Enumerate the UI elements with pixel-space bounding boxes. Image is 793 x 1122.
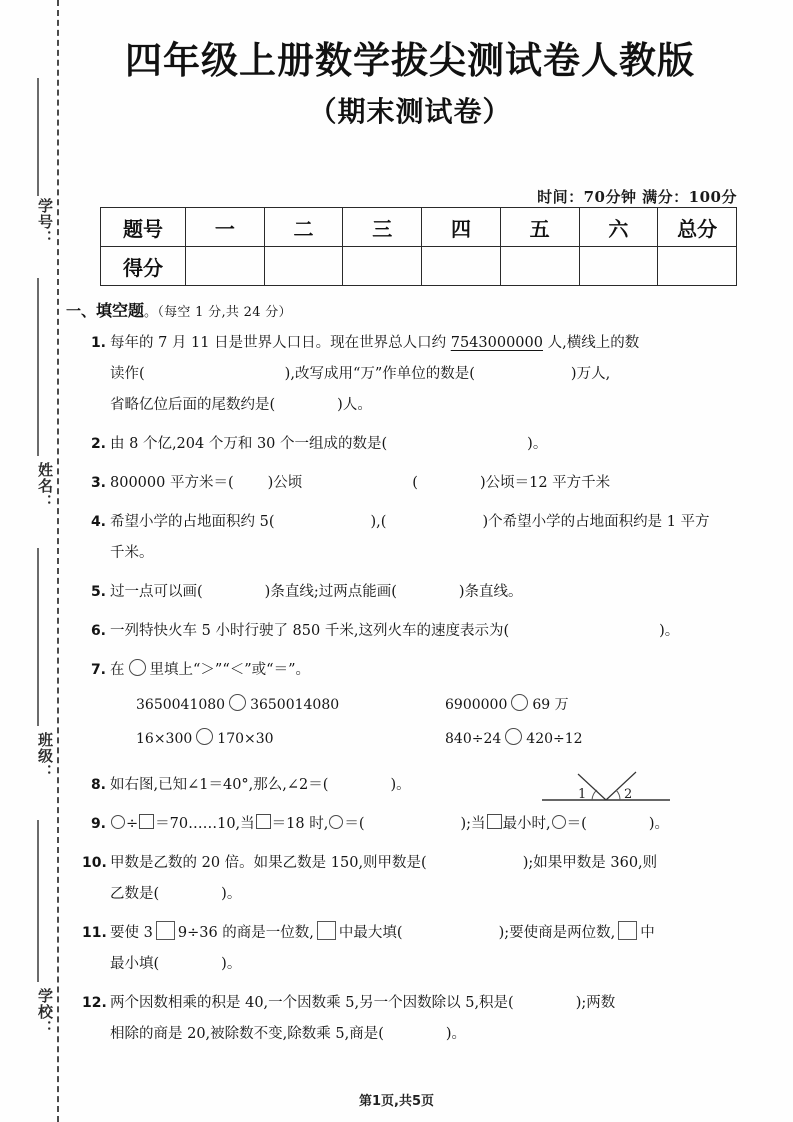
compare-left-value: 3650041080 <box>136 697 226 713</box>
score-table-col-total: 总分 <box>658 208 737 247</box>
circle-placeholder-icon <box>329 815 343 829</box>
question-number: 4. <box>90 514 106 530</box>
comparison-cell <box>136 722 445 756</box>
square-placeholder-icon <box>317 921 336 940</box>
question-11-line-1: 要使 3 9÷36 的商是一位数, 中最大填( );要使商是两位数, 中 <box>110 918 754 949</box>
compare-operator-circle[interactable] <box>229 694 246 711</box>
question-10-line-2: 乙数是( )。 <box>110 886 242 902</box>
question-number: 6. <box>90 623 106 639</box>
underlined-number: 7543000000 <box>450 335 543 351</box>
title-block <box>60 38 760 130</box>
question-number: 7. <box>90 662 106 678</box>
score-table-row-label-1: 题号 <box>101 208 186 247</box>
score-table-col-3: 三 <box>343 208 422 247</box>
comparison-cell <box>445 722 754 756</box>
question-number: 3. <box>90 475 106 491</box>
question-5-line-1: 过一点可以画( )条直线;过两点能画( )条直线。 <box>110 584 523 600</box>
compare-operator-circle[interactable] <box>511 694 528 711</box>
angle-label-1: 1 <box>578 787 587 802</box>
comparison-cell <box>445 688 754 722</box>
question-10-line-1: 甲数是乙数的 20 倍。如果乙数是 150,则甲数是( );如果甲数是 360,则 <box>110 855 658 871</box>
question-4 <box>82 507 754 569</box>
score-cell-4[interactable] <box>422 247 501 286</box>
score-table-col-5: 五 <box>500 208 579 247</box>
question-10 <box>82 848 754 910</box>
compare-operator-circle[interactable] <box>196 728 213 745</box>
circle-placeholder-icon <box>552 815 566 829</box>
section-name: 填空题 <box>96 301 145 320</box>
section-number: 一、 <box>66 302 97 320</box>
section-heading <box>66 298 292 321</box>
score-table-col-6: 六 <box>579 208 658 247</box>
margin-dashed-line <box>57 0 59 1122</box>
square-placeholder-icon <box>618 921 637 940</box>
score-table <box>100 207 737 286</box>
margin-separator-3 <box>37 548 39 726</box>
question-7-comparisons <box>110 688 754 756</box>
question-number: 2. <box>90 436 106 452</box>
score-cell-total[interactable] <box>658 247 737 286</box>
margin-label-school: 学校： <box>36 988 54 1036</box>
question-1-line-3: 省略亿位后面的尾数约是( )人。 <box>110 397 372 413</box>
question-1 <box>82 328 754 421</box>
score-cell-5[interactable] <box>500 247 579 286</box>
margin-separator-2 <box>37 278 39 456</box>
question-2 <box>82 429 754 460</box>
score-table-col-1: 一 <box>186 208 265 247</box>
question-number: 11. <box>82 925 107 941</box>
question-3 <box>82 468 754 499</box>
compare-operator-circle[interactable] <box>505 728 522 745</box>
score-table-col-2: 二 <box>264 208 343 247</box>
question-6 <box>82 616 754 647</box>
section-score-note: 。（每空 1 分,共 24 分） <box>144 305 292 320</box>
score-table-row-label-2: 得分 <box>101 247 186 286</box>
angle-diagram-figure <box>540 766 675 812</box>
square-placeholder-icon <box>156 921 175 940</box>
question-7-line-1: 在 里填上“＞”“＜”或“＝”。 <box>110 655 754 686</box>
score-cell-6[interactable] <box>579 247 658 286</box>
question-1-line-2: 读作( ),改写成用“万”作单位的数是( )万人, <box>110 366 611 382</box>
compare-left-value: 6900000 <box>445 697 508 713</box>
question-12-line-2: 相除的商是 20,被除数不变,除数乘 5,商是( )。 <box>110 1026 467 1042</box>
margin-label-student-id: 学号： <box>36 198 54 246</box>
question-number: 9. <box>90 816 106 832</box>
compare-left-value: 16×300 <box>136 731 193 747</box>
question-number: 5. <box>90 584 106 600</box>
question-4-line-2: 千米。 <box>110 545 154 561</box>
margin-label-class: 班级： <box>36 732 54 780</box>
margin-separator-4 <box>37 820 39 982</box>
question-12 <box>82 988 754 1050</box>
score-cell-1[interactable] <box>186 247 265 286</box>
question-number: 1. <box>90 335 106 351</box>
score-table-col-4: 四 <box>422 208 501 247</box>
compare-right-value: 3650014080 <box>250 697 340 713</box>
question-number: 12. <box>82 995 107 1011</box>
compare-right-value: 170×30 <box>217 731 274 747</box>
compare-right-value: 69 万 <box>532 697 569 713</box>
compare-left-value: 840÷24 <box>445 731 502 747</box>
question-3-line-1: 800000 平方米＝( )公顷 ( )公顷＝12 平方千米 <box>110 475 611 491</box>
question-7 <box>82 655 754 756</box>
question-6-line-1: 一列特快火车 5 小时行驶了 850 千米,这列火车的速度表示为( )。 <box>110 623 680 639</box>
square-placeholder-icon <box>139 814 154 829</box>
table-row-scores <box>101 247 737 286</box>
circle-placeholder-icon <box>129 659 146 676</box>
question-number: 8. <box>90 777 106 793</box>
page-footer: 第1页,共5页 <box>358 1094 435 1109</box>
margin-label-name: 姓名： <box>36 462 54 510</box>
margin-separator-1 <box>37 78 39 196</box>
question-9-line-1: ÷ ＝70……10,当 ＝18 时, ＝( );当 最小时, ＝( )。 <box>110 809 754 840</box>
question-2-line-1: 由 8 个亿,204 个万和 30 个一组成的数是( )。 <box>110 436 548 452</box>
compare-right-value: 420÷12 <box>526 731 583 747</box>
question-5 <box>82 577 754 608</box>
question-8-line-1: 如右图,已知∠1＝40°,那么,∠2＝( )。 <box>110 777 411 793</box>
question-11-line-2: 最小填( )。 <box>110 956 242 972</box>
score-cell-3[interactable] <box>343 247 422 286</box>
question-12-line-1: 两个因数相乘的积是 40,一个因数乘 5,另一个因数除以 5,积是( );两数 <box>110 995 616 1011</box>
score-cell-2[interactable] <box>264 247 343 286</box>
question-1-line-1: 每年的 7 月 11 日是世界人口日。现在世界总人口约 7543000000 人,横线上的数 <box>110 335 640 351</box>
question-list <box>82 328 754 1058</box>
comparison-row-2 <box>136 722 754 756</box>
comparison-cell <box>136 688 445 722</box>
page-subtitle: （期末测试卷） <box>308 95 512 129</box>
angle-label-2: 2 <box>624 787 633 802</box>
comparison-row-1 <box>136 688 754 722</box>
exam-meta-info: 时间：70分钟 满分：100分 <box>537 188 737 206</box>
question-11 <box>82 918 754 980</box>
table-row-header <box>101 208 737 247</box>
angle-diagram-svg <box>540 766 675 812</box>
angle-arc-2 <box>616 790 620 800</box>
question-9 <box>82 809 754 840</box>
page-title: 四年级上册数学拔尖测试卷人教版 <box>125 39 695 82</box>
square-placeholder-icon <box>256 814 271 829</box>
question-4-line-1: 希望小学的占地面积约 5( ),( )个希望小学的占地面积约是 1 平方 <box>110 514 710 530</box>
circle-placeholder-icon <box>111 815 125 829</box>
question-number: 10. <box>82 855 107 871</box>
square-placeholder-icon <box>487 814 502 829</box>
